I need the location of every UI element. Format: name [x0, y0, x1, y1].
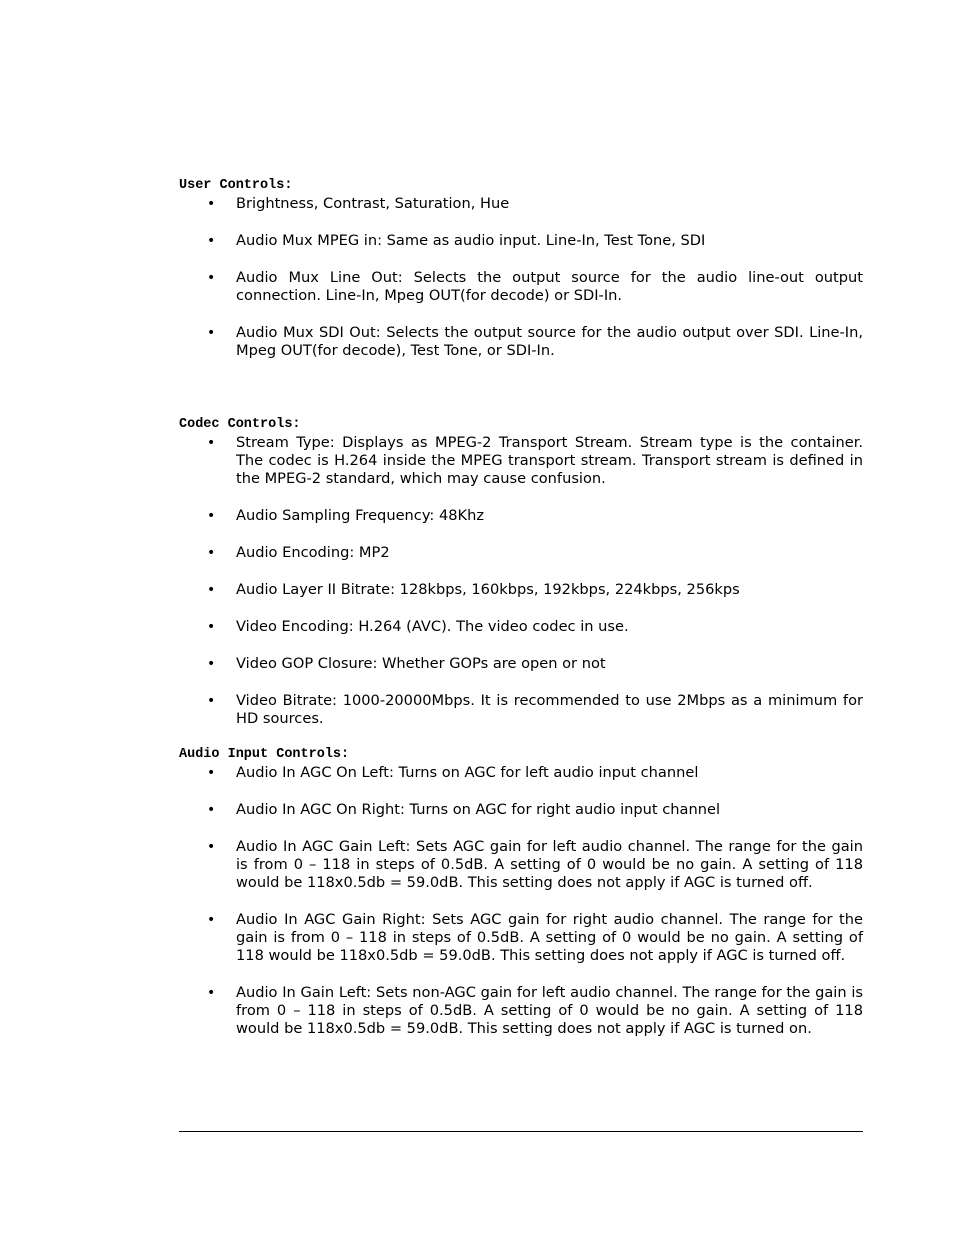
list-item-text: Audio In AGC On Right: Turns on AGC for right audio input channel	[236, 801, 721, 818]
bullet-icon: •	[207, 912, 216, 928]
list-item-text: Stream Type: Displays as MPEG-2 Transport Stream. Stream type is the container. The codec is H.264 inside the MPEG transport stream. Transport stream is defined in the MPEG-2 standard, which may cause confusion.	[236, 434, 863, 487]
bullet-icon: •	[207, 693, 216, 709]
list-item	[179, 232, 863, 250]
list-item-text: Video Encoding: H.264 (AVC). The video codec in use.	[236, 618, 629, 635]
list-item	[179, 581, 863, 599]
bullet-icon: •	[207, 233, 216, 249]
list-item-text: Audio Encoding: MP2	[236, 544, 390, 561]
list-item	[179, 195, 863, 213]
bullet-icon: •	[207, 582, 216, 598]
audio-input-controls-heading: Audio Input Controls:	[179, 747, 350, 762]
bullet-icon: •	[207, 325, 216, 341]
list-item-text: Audio Mux SDI Out: Selects the output source for the audio output over SDI. Line-In, Mpeg OUT(for decode), Test Tone, or SDI-In.	[236, 324, 863, 359]
list-item	[179, 269, 863, 305]
user-controls-heading: User Controls:	[179, 178, 293, 193]
bullet-icon: •	[207, 802, 216, 818]
bullet-icon: •	[207, 508, 216, 524]
list-item-text: Video Bitrate: 1000-20000Mbps. It is recommended to use 2Mbps as a minimum for HD sources.	[236, 692, 863, 727]
audio-input-controls-list	[179, 764, 863, 1038]
bullet-icon: •	[207, 656, 216, 672]
list-item	[179, 692, 863, 728]
bullet-icon: •	[207, 839, 216, 855]
list-item-text: Video GOP Closure: Whether GOPs are open or not	[236, 655, 606, 672]
user-controls-list	[179, 195, 863, 360]
list-item	[179, 324, 863, 360]
list-item	[179, 801, 863, 819]
list-item-text: Audio Mux Line Out: Selects the output source for the audio line-out output connection. Line-In, Mpeg OUT(for decode) or SDI-In.	[236, 269, 863, 304]
list-item-text: Audio Mux MPEG in: Same as audio input. Line-In, Test Tone, SDI	[236, 232, 706, 249]
list-item	[179, 764, 863, 782]
list-item-text: Brightness, Contrast, Saturation, Hue	[236, 195, 510, 212]
footer-divider	[179, 1131, 863, 1132]
list-item	[179, 838, 863, 892]
list-item	[179, 618, 863, 636]
list-item	[179, 544, 863, 562]
bullet-icon: •	[207, 196, 216, 212]
list-item-text: Audio In AGC Gain Left: Sets AGC gain for left audio channel. The range for the gain is from 0 – 118 in steps of 0.5dB. A setting of 0 would be no gain. A setting of 118 would be 118x0.5db = 59.0dB. This setting does not apply if AGC is turned off.	[236, 838, 863, 891]
list-item-text: Audio In AGC On Left: Turns on AGC for left audio input channel	[236, 764, 699, 781]
bullet-icon: •	[207, 435, 216, 451]
list-item	[179, 507, 863, 525]
list-item	[179, 655, 863, 673]
bullet-icon: •	[207, 619, 216, 635]
list-item-text: Audio In AGC Gain Right: Sets AGC gain for right audio channel. The range for the gain is from 0 – 118 in steps of 0.5dB. A setting of 0 would be no gain. A setting of 118 would be 118x0.5db = 59.0dB. This setting does not apply if AGC is turned off.	[236, 911, 863, 964]
bullet-icon: •	[207, 765, 216, 781]
codec-controls-list	[179, 434, 863, 728]
list-item-text: Audio Sampling Frequency: 48Khz	[236, 507, 485, 524]
list-item	[179, 911, 863, 965]
bullet-icon: •	[207, 985, 216, 1001]
list-item-text: Audio In Gain Left: Sets non-AGC gain for left audio channel. The range for the gain is from 0 – 118 in steps of 0.5dB. A setting of 0 would be no gain. A setting of 118 would be 118x0.5db = 59.0dB. This setting does not apply if AGC is turned on.	[236, 984, 863, 1037]
list-item	[179, 984, 863, 1038]
bullet-icon: •	[207, 545, 216, 561]
bullet-icon: •	[207, 270, 216, 286]
codec-controls-heading: Codec Controls:	[179, 417, 301, 432]
list-item	[179, 434, 863, 488]
list-item-text: Audio Layer II Bitrate: 128kbps, 160kbps, 192kbps, 224kbps, 256kps	[236, 581, 740, 598]
